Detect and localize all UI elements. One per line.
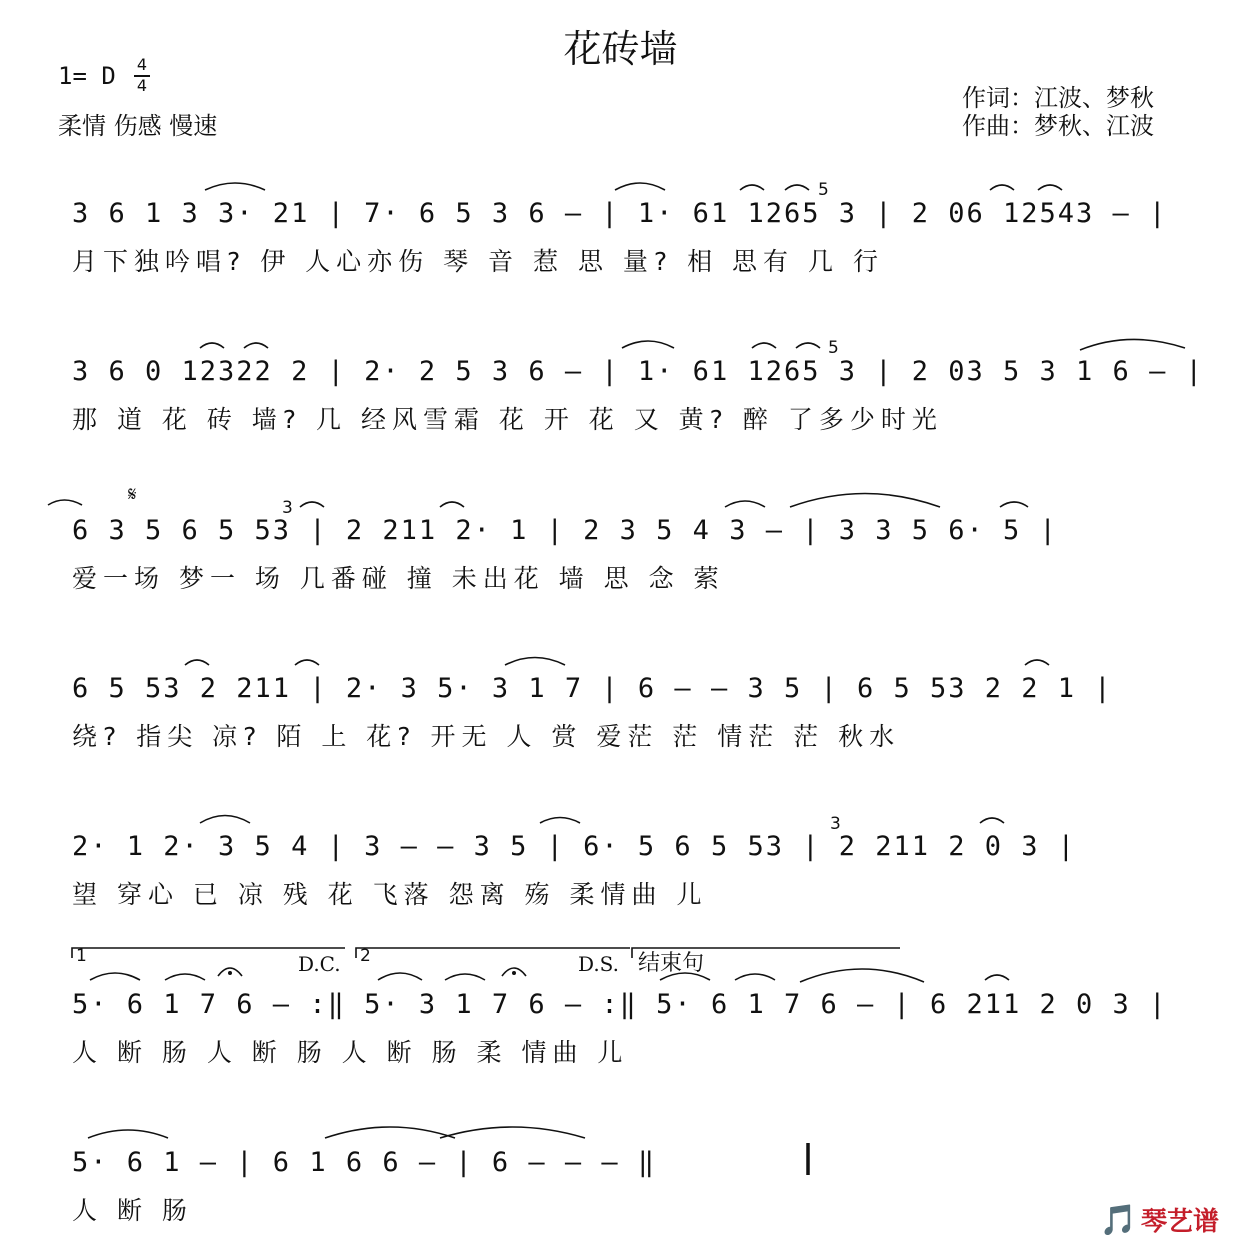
system-1-notes: 3 6 1 3 3· 21 | 7· 6 5 3 6 – | 1· 61 1265 3 | 2 06 12543 – | — [72, 198, 1168, 229]
slur — [440, 502, 464, 507]
volta-bracket-2 — [356, 948, 630, 958]
slur — [445, 974, 485, 980]
system-4-lyrics: 绕? 指尖 凉? 陌 上 花? 开无 人 赏 爱茫 茫 情茫 茫 秋水 — [72, 722, 901, 751]
system-1-lyrics: 月下独吟唱? 伊 人心亦伤 琴 音 惹 思 量? 相 思有 几 行 — [72, 247, 884, 276]
grace-note-marker: 5 — [818, 180, 829, 200]
system-2-notes: 3 6 0 12322 2 | 2· 2 5 3 6 – | 1· 61 1265 3 | 2 03 5 3 1 6 – | — [72, 356, 1204, 387]
key-signature: 1= D — [58, 62, 116, 90]
system-7-lyrics: 人 断 肠 — [72, 1196, 193, 1225]
slur — [200, 343, 224, 348]
slur — [165, 974, 205, 980]
slur — [1038, 185, 1062, 190]
system-4-notes: 6 5 53 2 211 | 2· 3 5· 3 1 7 | 6 – – 3 5 | 6 5 53 2 2 1 | — [72, 673, 1113, 704]
triplet-marker: 3 — [830, 814, 841, 834]
slur — [785, 185, 809, 190]
system-7-notes: 5· 6 1 – | 6 1 6 6 – | 6 – – – ‖ — [72, 1147, 657, 1178]
slur — [88, 1130, 168, 1138]
slur — [540, 818, 580, 824]
system-6-lyrics: 人 断 肠 人 断 肠 人 断 肠 柔 情曲 儿 — [72, 1038, 629, 1067]
slur — [985, 975, 1009, 980]
slur — [1080, 339, 1185, 350]
site-logo — [1100, 1201, 1219, 1238]
slur — [990, 185, 1014, 190]
volta-bracket-1 — [72, 948, 345, 958]
system-3-lyrics: 爱一场 梦一 场 几番碰 撞 未出花 墙 思 念 萦 — [72, 564, 725, 593]
slur — [740, 185, 764, 190]
slur — [725, 501, 765, 507]
slur — [752, 343, 776, 348]
slur — [800, 969, 924, 982]
dc-marking: D.C. — [298, 952, 341, 976]
system-5-lyrics: 望 穿心 已 凉 残 花 飞落 怨离 殇 柔情曲 儿 — [72, 880, 708, 909]
time-signature-bottom: 4 — [136, 76, 148, 95]
composer-credit: 作曲：梦秋、江波 — [962, 112, 1154, 140]
slur — [505, 658, 565, 666]
slur — [440, 1127, 585, 1138]
slur — [796, 343, 820, 348]
slur — [48, 500, 82, 505]
segno-sign: 𝄋 — [128, 482, 137, 506]
fermata-dot — [228, 971, 232, 975]
lyricist-credit: 作词：江波、梦秋 — [962, 84, 1154, 112]
slur — [735, 974, 775, 980]
first-ending-number: 1 — [76, 946, 87, 966]
logo-text: 琴艺谱 — [1140, 1207, 1219, 1237]
slur — [90, 973, 140, 980]
slur — [615, 183, 665, 190]
grace-note-marker: 5 — [828, 338, 839, 358]
triplet-marker: 3 — [282, 498, 293, 518]
slur — [1000, 502, 1028, 507]
logo-icon: 🎵 — [1099, 1203, 1137, 1238]
system-5-notes: 2· 1 2· 3 5 4 | 3 – – 3 5 | 6· 5 6 5 53 | 2 211 2 0 3 | — [72, 831, 1077, 862]
system-2-lyrics: 那 道 花 砖 墙? 几 经风雪霜 花 开 花 又 黄? 醉 了多少时光 — [72, 405, 943, 434]
slur — [300, 502, 324, 507]
slur — [325, 1127, 455, 1138]
coda-bracket — [632, 948, 900, 958]
system-3-notes: 6 3 5 6 5 53 | 2 211 2· 1 | 2 3 5 4 3 – | 3 3 5 6· 5 | — [72, 515, 1058, 546]
slur — [200, 816, 250, 824]
coda-label: 结束句 — [638, 951, 705, 976]
slur — [660, 973, 710, 980]
slur — [205, 183, 265, 190]
slur — [980, 818, 1004, 823]
score-title: 花砖墙 — [563, 27, 678, 71]
slur — [1025, 660, 1049, 665]
time-signature-top: 4 — [136, 55, 148, 74]
second-ending-number: 2 — [360, 946, 371, 966]
system-6-notes: 5· 6 1 7 6 – :‖ 5· 3 1 7 6 – :‖ 5· 6 1 7 6 – | 6 211 2 0 3 | — [72, 989, 1168, 1020]
slur — [185, 660, 209, 665]
tempo-mood: 柔情 伤感 慢速 — [58, 112, 218, 140]
slur — [790, 494, 940, 508]
fermata-dot — [512, 971, 516, 975]
ds-marking: D.S. — [578, 952, 620, 976]
slur — [378, 973, 422, 980]
slur — [244, 343, 268, 348]
slur — [622, 341, 674, 348]
slur — [295, 660, 319, 665]
